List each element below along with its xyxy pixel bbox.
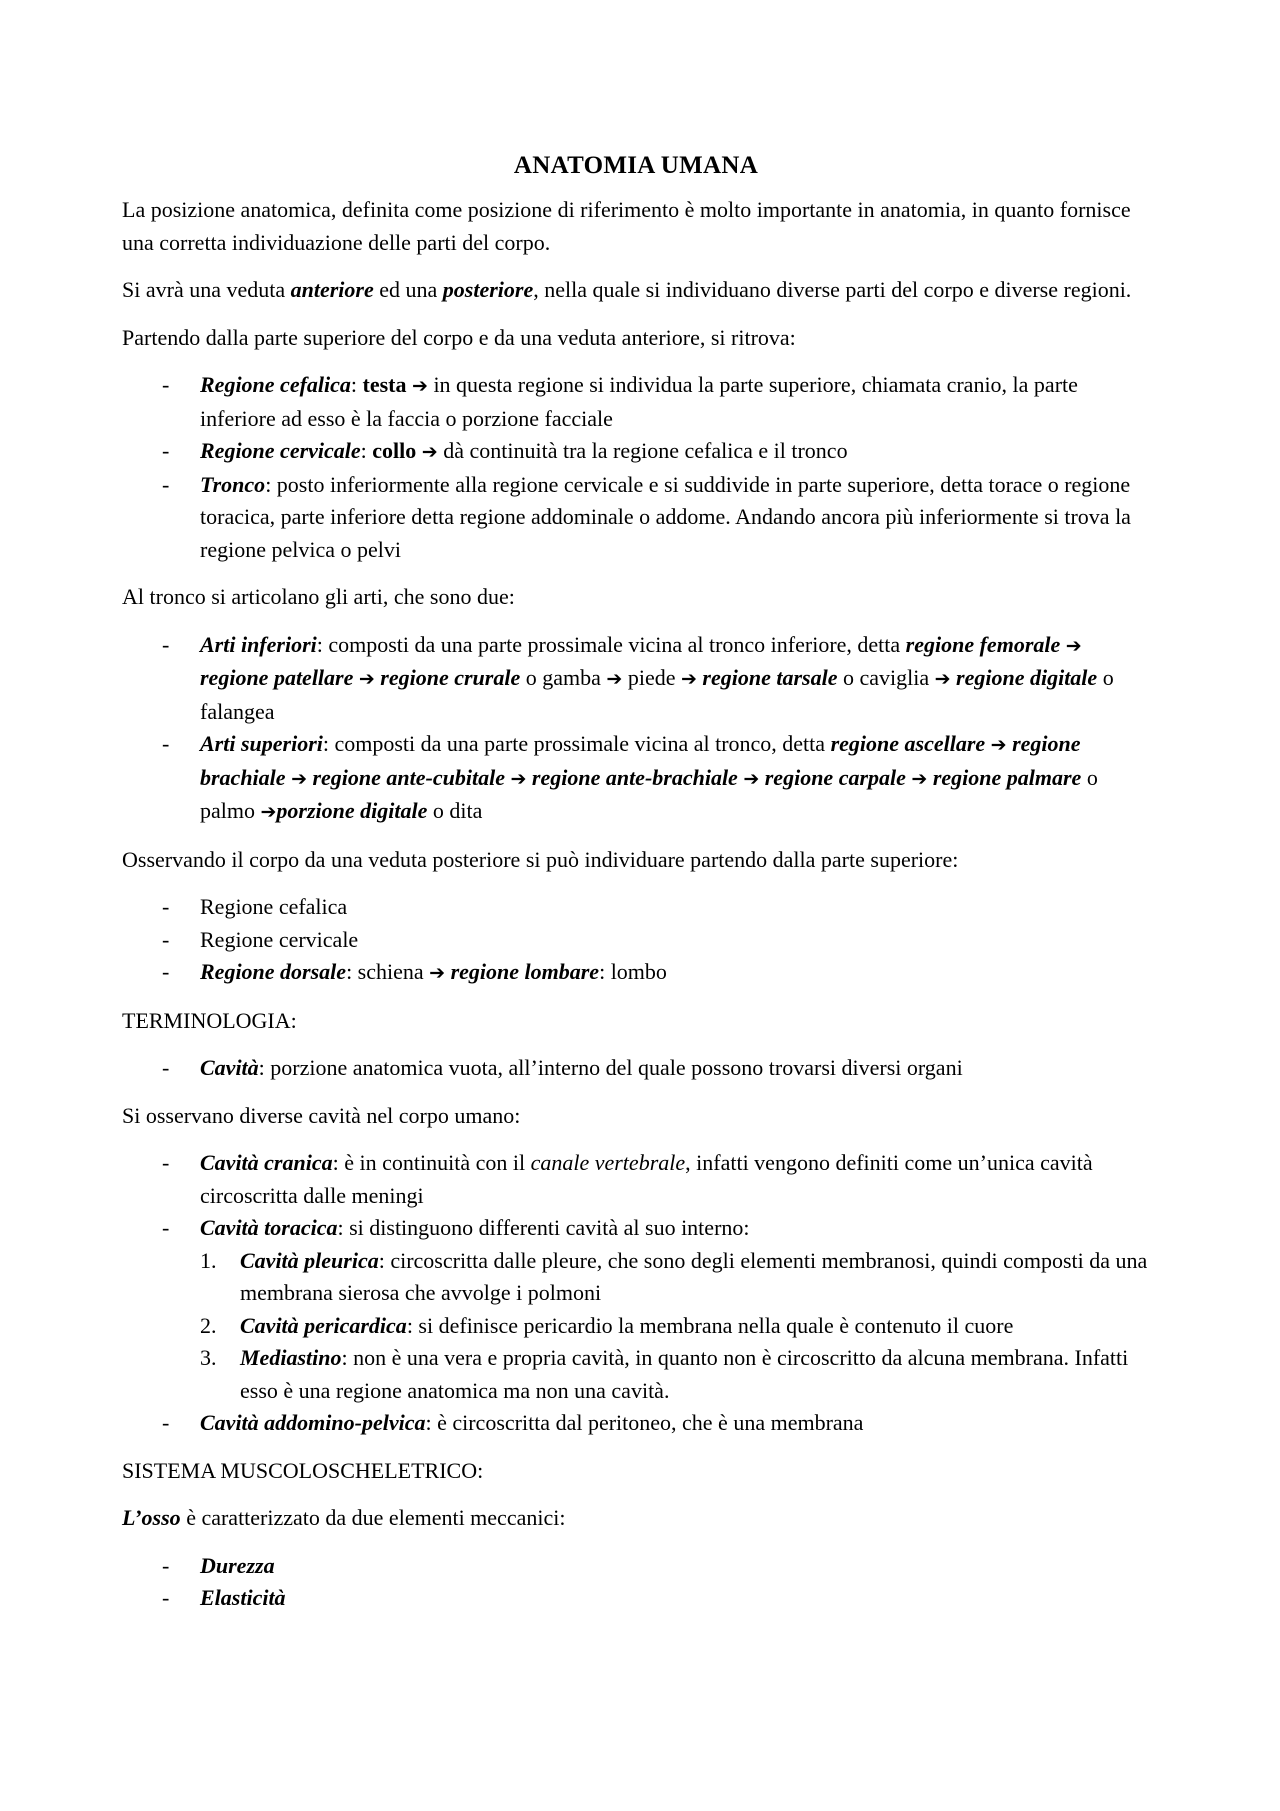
text: : (360, 438, 373, 463)
text: , nella quale si individuano diverse parti del corpo e diverse regioni. (533, 277, 1132, 302)
posterior-regions-list (122, 891, 1150, 990)
list-item: - Regione cefalica (122, 891, 1150, 924)
term-anteriore: anteriore (290, 277, 374, 302)
list-item (122, 369, 1150, 435)
arti-list (122, 629, 1150, 829)
text: o caviglia (837, 665, 935, 690)
text: : si definisce pericardio la membrana nella quale è contenuto il cuore (406, 1312, 1014, 1338)
list-item (122, 1550, 1150, 1583)
term-posteriore: posteriore (442, 277, 534, 302)
term-collo: collo (372, 438, 417, 463)
text: : non è una vera e propria cavità, in quanto non è circoscritto da alcuna membrana. Infatti esso è una regione anatomica ma non una cavità. (240, 1345, 1129, 1403)
arrow-icon: ➔ (510, 767, 527, 790)
term-arti-superiori: Arti superiori (200, 731, 323, 756)
term-regione-lombare: regione lombare (450, 959, 600, 984)
term-regione-cervicale: Regione cervicale (200, 438, 361, 463)
arti-intro: Al tronco si articolano gli arti, che sono due: (122, 584, 515, 609)
term-regione-carpale: regione carpale (764, 764, 906, 790)
term-regione-dorsale: Regione dorsale (200, 959, 347, 984)
text: : lombo (599, 959, 667, 984)
text: : porzione anatomica vuota, all’interno del quale possono trovarsi diversi organi (258, 1055, 963, 1080)
text: dà continuità tra la regione cefalica e il tronco (437, 438, 848, 463)
veduta-paragraph (122, 274, 1150, 307)
term-regione-patellare: regione patellare (200, 665, 354, 690)
list-item (122, 1407, 1150, 1440)
arrow-icon: ➔ (680, 668, 697, 690)
term-regione-ascellare: regione ascellare (830, 731, 986, 756)
arrow-icon: ➔ (412, 375, 428, 397)
text: Si avrà una veduta (122, 277, 291, 302)
term-arti-inferiori: Arti inferiori (200, 631, 317, 657)
list-item (122, 629, 1150, 729)
list-item (122, 469, 1150, 567)
text: : (350, 372, 363, 397)
arrow-icon: ➔ (606, 668, 623, 690)
term-regione-femorale: regione femorale (905, 631, 1061, 657)
term-canale-vertebrale: canale vertebrale (530, 1150, 686, 1175)
text: : posto inferiormente alla regione cervicale e si suddivide in parte superiore, detta torace o regione toracica, parte inferiore detta regione addominale o addome. Andando ancora più inferiormente si trova la regione pelvica o pelvi (200, 471, 1131, 562)
osso-paragraph (122, 1502, 1150, 1535)
arrow-icon: ➔ (1065, 634, 1082, 657)
term-mediastino: Mediastino (240, 1345, 342, 1370)
item-number: 3. (200, 1345, 217, 1370)
term-cavita-pleurica: Cavità pleurica (240, 1247, 379, 1273)
term-regione-ante-cubitale: regione ante-cubitale (312, 764, 505, 790)
arrow-icon: ➔ (429, 962, 446, 984)
text: piede (622, 665, 681, 690)
term-cavita: Cavità (200, 1055, 259, 1080)
arrow-icon: ➔ (990, 734, 1007, 756)
text: ed una (373, 277, 443, 302)
text: : è in continuità con il (332, 1150, 531, 1175)
text: in questa regione si individua la parte superiore, chiamata cranio, la parte inferiore ad esso è la faccia o porzione facciale (200, 372, 1078, 431)
arrow-icon: ➔ (743, 767, 760, 790)
text: : circoscritta dalle pleure, che sono degli elementi membranosi, quindi composti da una membrana sierosa che avvolge i polmoni (240, 1247, 1148, 1305)
term-cavita-toracica: Cavità toracica (200, 1215, 338, 1240)
term-regione-crurale: regione crurale (380, 665, 521, 690)
cavita-list (122, 1147, 1150, 1440)
term-elasticita: Elasticità (200, 1585, 286, 1610)
section-heading-sistema: SISTEMA MUSCOLOSCHELETRICO: (122, 1457, 484, 1483)
arrow-icon: ➔ (260, 801, 277, 823)
arrow-icon: ➔ (291, 767, 307, 790)
osso-properties-list (122, 1550, 1150, 1615)
text: o palmo (200, 764, 1098, 823)
list-item (122, 1582, 1150, 1615)
term-regione-cefalica: Regione cefalica (200, 372, 351, 397)
term-regione-ante-brachiale: regione ante-brachiale (531, 764, 738, 790)
list-item (122, 1147, 1150, 1212)
text: o gamba (520, 665, 607, 690)
item-number: 2. (200, 1312, 217, 1338)
term-cavita-addomino-pelvica: Cavità addomino-pelvica (200, 1410, 426, 1435)
list-item (122, 1052, 1150, 1085)
text: è caratterizzato da due elementi meccanici: (180, 1505, 566, 1530)
sublist-item (200, 1310, 1150, 1343)
term-regione-tarsale: regione tarsale (702, 665, 838, 690)
text: : è circoscritta dal peritoneo, che è una membrana (425, 1410, 864, 1435)
list-item (122, 1212, 1150, 1407)
text: o falangea (200, 665, 1114, 724)
page-title: ANATOMIA UMANA (513, 152, 759, 179)
sublist-item (200, 1342, 1150, 1407)
term-cavita-pericardica: Cavità pericardica (240, 1312, 407, 1338)
term-durezza: Durezza (200, 1552, 275, 1578)
terminologia-list (122, 1052, 1150, 1085)
list-item: - Regione cervicale (122, 924, 1150, 957)
term-regione-palmare: regione palmare (932, 764, 1082, 790)
arrow-icon: ➔ (358, 668, 375, 690)
intro-paragraph: La posizione anatomica, definita come posizione di riferimento è molto importante in anatomia, in quanto fornisce una corretta individuazione delle parti del corpo. (122, 197, 1131, 255)
section-heading-terminologia: TERMINOLOGIA: (122, 1007, 297, 1033)
term-regione-digitale: regione digitale (956, 665, 1098, 690)
item-number: 1. (200, 1247, 217, 1273)
term-tronco: Tronco (200, 471, 266, 497)
arrow-icon: ➔ (934, 668, 951, 690)
list-item (122, 435, 1150, 469)
term-osso: L’osso (122, 1505, 181, 1530)
term-porzione-digitale: porzione digitale (276, 798, 428, 823)
cavita-toracica-sublist (200, 1245, 1150, 1408)
text: o dita (427, 798, 483, 823)
posterior-intro: Osservando il corpo da una veduta posteriore si può individuare partendo dalla parte superiore: (122, 846, 959, 872)
list-item (122, 728, 1150, 829)
term-regione-brachiale: regione brachiale (200, 731, 1081, 790)
arrow-icon: ➔ (911, 767, 928, 790)
anterior-intro: Partendo dalla parte superiore del corpo e da una veduta anteriore, si ritrova: (122, 324, 796, 350)
term-cavita-cranica: Cavità cranica (200, 1150, 333, 1175)
sublist-item (200, 1245, 1150, 1310)
arrow-icon: ➔ (421, 441, 438, 463)
anterior-regions-list (122, 369, 1150, 566)
text: , infatti vengono definiti come un’unica cavità circoscritta dalle meningi (200, 1150, 1093, 1208)
text: : composti da una parte prossimale vicina al tronco, detta (322, 731, 831, 756)
list-item (122, 956, 1150, 990)
cavita-intro: Si osservano diverse cavità nel corpo umano: (122, 1102, 521, 1128)
term-testa: testa (362, 372, 407, 397)
text: : si distinguono differenti cavità al suo interno: (337, 1215, 750, 1240)
text: : schiena (346, 959, 430, 984)
text: : composti da una parte prossimale vicina al tronco inferiore, detta (316, 631, 906, 657)
